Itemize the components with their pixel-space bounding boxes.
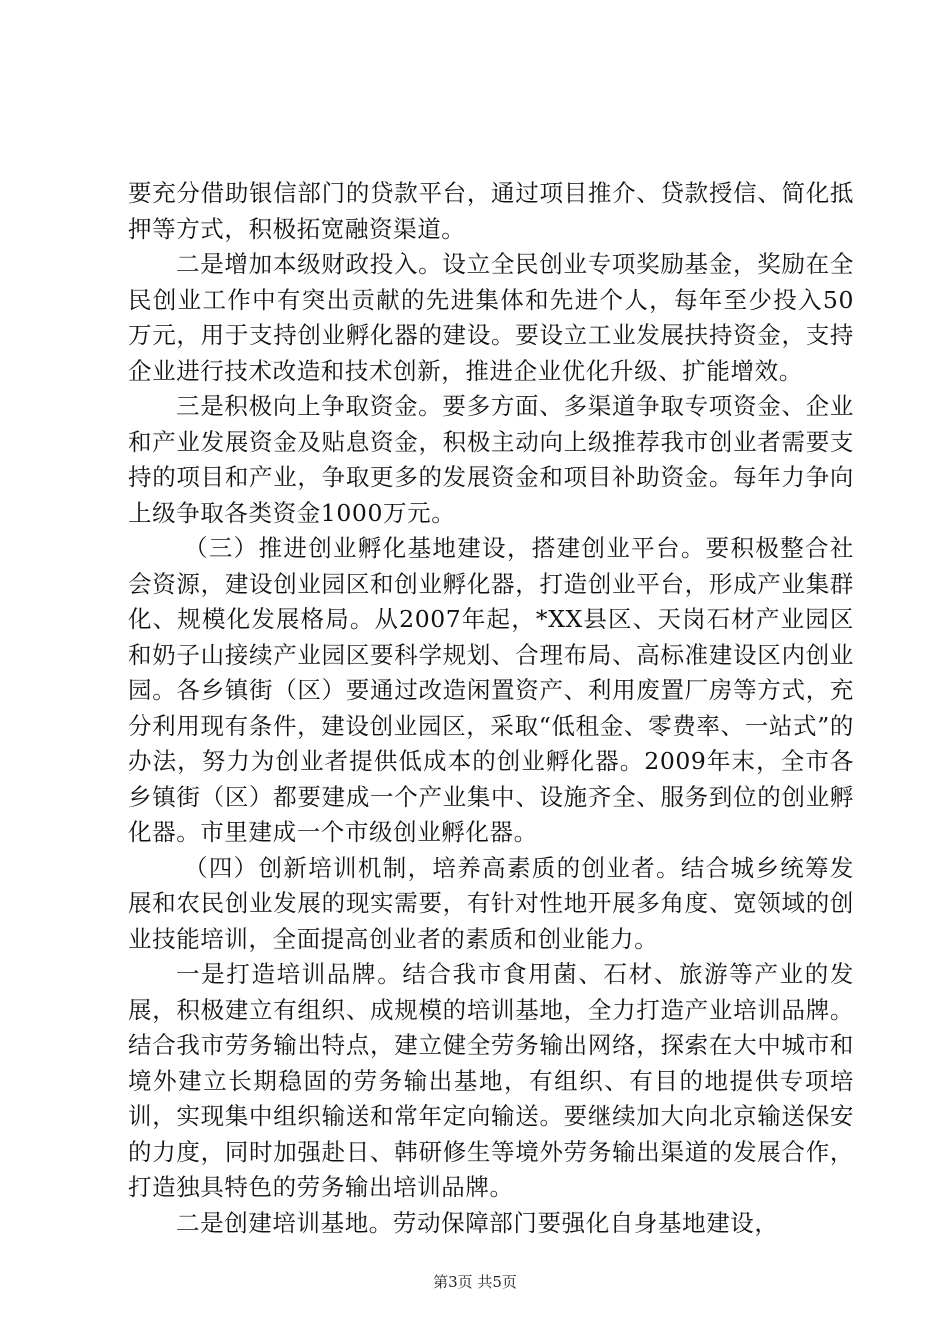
paragraph-training-mechanism: （四）创新培训机制，培养高素质的创业者。结合城乡统筹发展和农民创业发展的现实需要，有针对性地开展多角度、宽领域的创业技能培训，全面提高创业者的素质和创业能力。 [128, 853, 854, 953]
paragraph-training-brand: 一是打造培训品牌。结合我市食用菌、石材、旅游等产业的发展，积极建立有组织、成规模的培训基地，全力打造产业培训品牌。结合我市劳务输出特点，建立健全劳务输出网络，探索在大中城市和境外建立长期稳固的劳务输出基地，有组织、有目的地提供专项培训，实现集中组织输送和常年定向输送。要继续加大向北京输送保安的力度，同时加强赴日、韩研修生等境外劳务输出渠道的发展合作，打造独具特色的劳务输出培训品牌。 [128, 960, 854, 1201]
document-body [128, 176, 854, 1241]
paragraph-fiscal-investment: 二是增加本级财政投入。设立全民创业专项奖励基金，奖励在全民创业工作中有突出贡献的先进集体和先进个人，每年至少投入50万元，用于支持创业孵化器的建设。要设立工业发展扶持资金，支持企业进行技术改造和技术创新，推进企业优化升级、扩能增效。 [128, 250, 854, 385]
paragraph-financing-channels: 要充分借助银信部门的贷款平台，通过项目推介、贷款授信、简化抵押等方式，积极拓宽融资渠道。 [128, 179, 854, 243]
paragraph-incubation-base: （三）推进创业孵化基地建设，搭建创业平台。要积极整合社会资源，建设创业园区和创业孵化器，打造创业平台，形成产业集群化、规模化发展格局。从2007年起，*XX县区、天岗石材产业园区和奶子山接续产业园区要科学规划、合理布局、高标准建设区内创业园。各乡镇街（区）要通过改造闲置资产、利用废置厂房等方式，充分利用现有条件，建设创业园区，采取“低租金、零费率、一站式”的办法，努力为创业者提供低成本的创业孵化器。2009年末，全市各乡镇街（区）都要建成一个产业集中、设施齐全、服务到位的创业孵化器。市里建成一个市级创业孵化器。 [128, 534, 854, 846]
page-footer: 第3页 共5页 [433, 1273, 517, 1291]
paragraph-training-base: 二是创建培训基地。劳动保障部门要强化自身基地建设， [176, 1208, 779, 1237]
paragraph-seek-funding: 三是积极向上争取资金。要多方面、多渠道争取专项资金、企业和产业发展资金及贴息资金，积极主动向上级推荐我市创业者需要支持的项目和产业，争取更多的发展资金和项目补助资金。每年力争向上级争取各类资金1000万元。 [128, 392, 854, 527]
